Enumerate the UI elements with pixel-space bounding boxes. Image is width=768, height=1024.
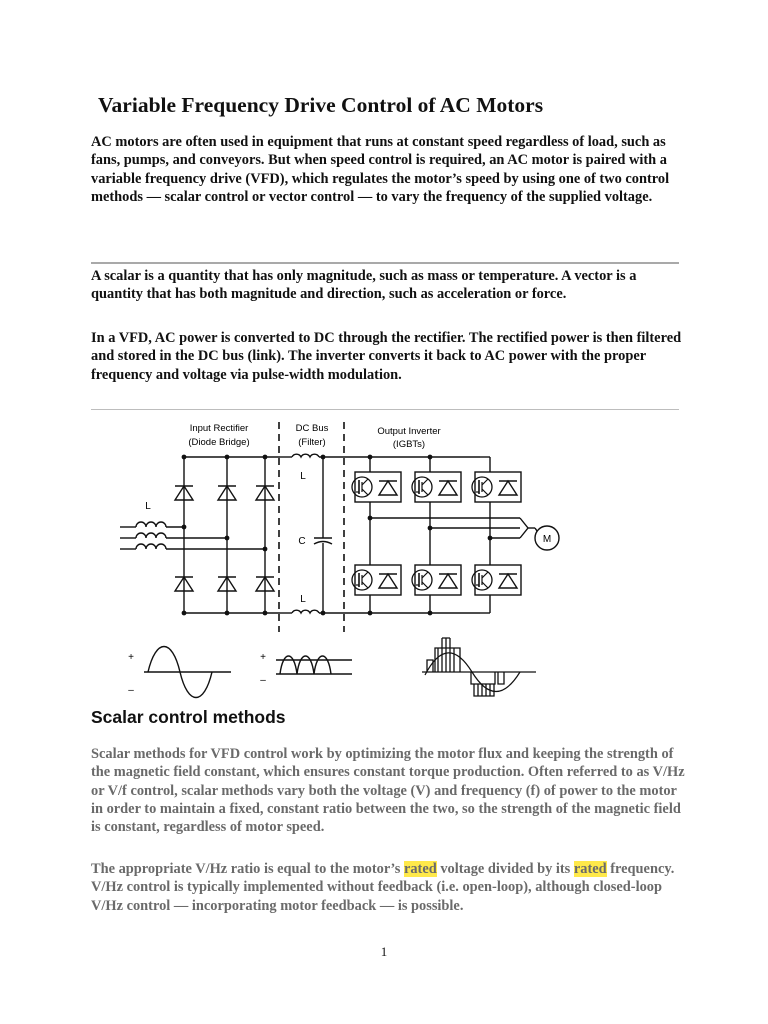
minus-sign: –	[128, 685, 134, 696]
inverter-label: Output Inverter	[377, 426, 441, 437]
dcbus-inductor-label: L	[300, 471, 306, 482]
motor-label: M	[542, 534, 552, 545]
highlighted-word: rated	[403, 861, 437, 877]
plus-sign: +	[128, 652, 134, 663]
ac-sine-waveform	[144, 647, 231, 698]
highlighted-word: rated	[573, 861, 607, 877]
vhz-ratio-paragraph	[91, 860, 691, 915]
dcbus-inductor-label: L	[300, 594, 306, 605]
rectifier-sublabel: (Diode Bridge)	[188, 437, 250, 448]
rectifier-label: Input Rectifier	[189, 423, 249, 434]
ratio-text: frequency. V/Hz control is typically implemented without feedback (i.e. open-loop), although closed-loop V/Hz control — incorporating motor feedback — is possible.	[91, 861, 675, 914]
dcbus-label: DC Bus	[295, 423, 329, 434]
dcbus-sublabel: (Filter)	[298, 437, 326, 448]
vfd-circuit-diagram	[100, 410, 570, 707]
input-inductors	[120, 522, 265, 549]
input-inductor-label: L	[145, 501, 151, 512]
rectified-waveform	[276, 656, 352, 674]
intro-paragraph: AC motors are often used in equipment that runs at constant speed regardless of load, such as fans, pumps, and conveyors. But when speed control is required, an AC motor is paired with a variable frequency drive (VFD), which regulates the motor’s speed by using one of two control methods — scalar control or vector control — to vary the frequency of the supplied voltage.	[91, 134, 670, 205]
divider	[91, 262, 679, 264]
inverter-sublabel: (IGBTs)	[392, 439, 426, 450]
pwm-waveform	[422, 638, 536, 696]
capacitor-label: C	[298, 536, 306, 547]
vfd-overview-paragraph: In a VFD, AC power is converted to DC through the rectifier. The rectified power is then filtered and stored in the DC bus (link). The inverter converts it back to AC power with the proper frequency and voltage via pulse-width modulation.	[91, 330, 682, 383]
minus-sign: –	[260, 675, 266, 686]
section-heading: Scalar control methods	[91, 707, 286, 727]
ratio-text: voltage divided by its	[436, 861, 574, 877]
plus-sign: +	[260, 652, 266, 663]
page-number: 1	[380, 944, 388, 959]
scalar-methods-paragraph: Scalar methods for VFD control work by optimizing the motor flux and keeping the strength of the magnetic field constant, which ensures constant torque production. Often referred to as V/Hz or V/f control, scalar methods vary both the voltage (V) and frequency (f) of power to the motor in order to maintain a fixed, constant ratio between the two, so the strength of the magnetic field is constant, regardless of motor speed.	[91, 746, 685, 836]
ratio-text: The appropriate V/Hz ratio is equal to the motor’s	[91, 861, 404, 877]
definition-paragraph: A scalar is a quantity that has only magnitude, such as mass or temperature. A vector is a quantity that has both magnitude and direction, such as acceleration or force.	[91, 268, 637, 303]
document-title: Variable Frequency Drive Control of AC Motors	[98, 93, 544, 117]
